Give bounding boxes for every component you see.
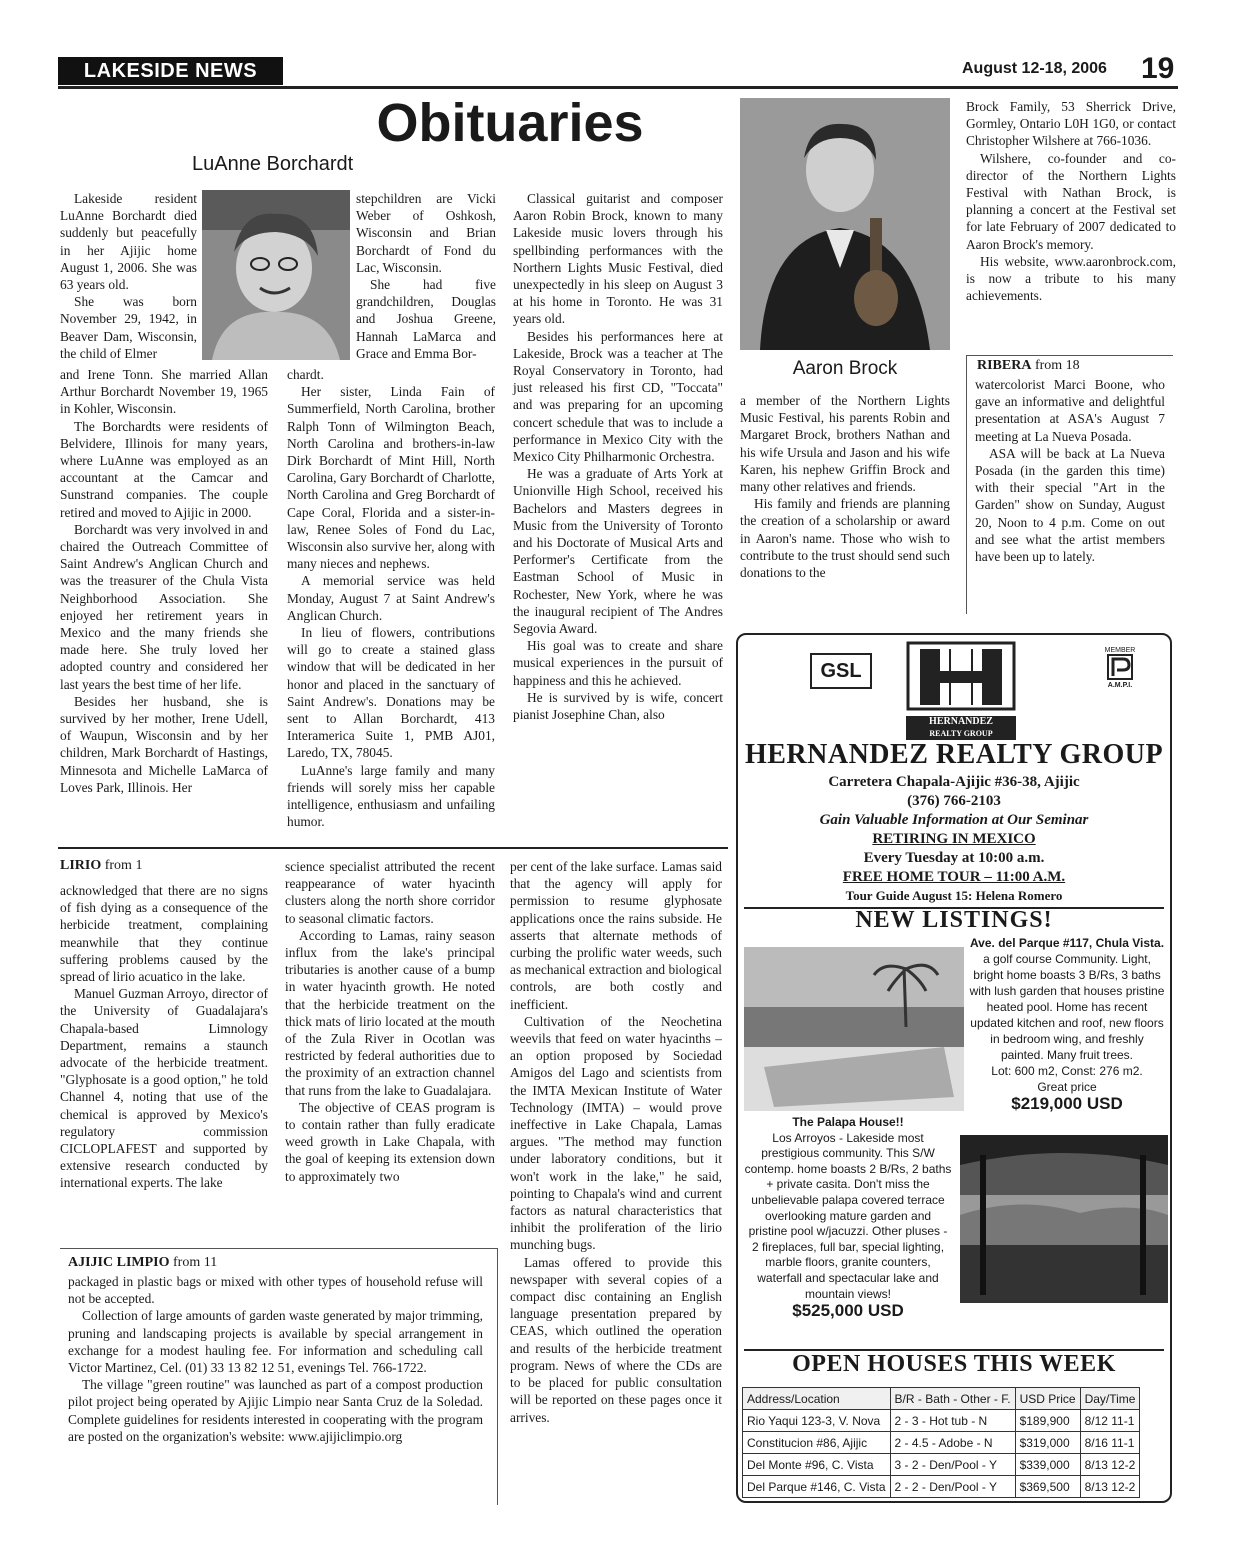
- seminar-schedule: Every Tuesday at 10:00 a.m.: [863, 850, 1045, 866]
- ajijic-limpio-body: [60, 1273, 491, 1445]
- ampi-logo: [1100, 647, 1140, 689]
- jump-header: [967, 356, 1173, 376]
- listing2-text: [744, 1115, 952, 1320]
- table-cell: 3 - 2 - Den/Pool - Y: [890, 1454, 1015, 1476]
- borchardt-col2-top: [356, 190, 496, 362]
- ampi-member-label: MEMBER: [1104, 647, 1136, 654]
- paragraph: Classical guitarist and composer Aaron Robin Brock, known to many Lakeside music lovers through his spellbinding performances with the Northern Lights Music Festival, died unexpectedly in his sleep on August 3 at his home in Toronto. He was 31 years old.: [513, 191, 723, 327]
- listing1-photo: [744, 947, 964, 1111]
- open-houses-table-wrap: [742, 1387, 1140, 1498]
- table-cell: $319,000: [1015, 1432, 1080, 1454]
- table-cell: 2 - 4.5 - Adobe - N: [890, 1432, 1015, 1454]
- section-divider: [58, 847, 728, 849]
- listing2-price: $525,000 USD: [792, 1301, 904, 1321]
- paragraph: Cultivation of the Neochetina weevils that feed on water hyacinths – an option proposed by Sociedad Amigos del Lago and scientists from the IMTA Mexican Institute of Water Technology (IMTA) – would prove ineffective in Lake Chapala, Lamas argues. "The method may function under laboratory conditions, but it won't work in the lake," he said, pointing to Chapala's wind and current factors as natural characteristics that inhibit the proliferation of the lirio munching bugs.: [510, 1013, 722, 1253]
- lirio-col1: [60, 882, 268, 1192]
- company-phone: (376) 766-2103: [907, 793, 1001, 809]
- borchardt-col1-bottom: [60, 366, 268, 796]
- paragraph: Besides her husband, she is survived by her mother, Irene Udell, of Waupun, Wisconsin and by her children, Mark Borchardt of Hastings, Minnesota and Michelle LaMarca of Loves Park, Illinois. Her: [60, 693, 268, 795]
- paragraph: watercolorist Marci Boone, who gave an informative and delightful presentation at ASA's August 7 meeting at La Nueva Posada.: [975, 377, 1165, 444]
- paragraph: ASA will be back at La Nueva Posada (in the garden this time) with their special "Art in the Garden" show on Sunday, August 20, Noon to 4 p.m. Come on out and see what the artist members have been up to lately.: [975, 445, 1165, 565]
- lirio-col3: [510, 858, 722, 1426]
- paragraph: The village "green routine" was launched as part of a compost production pilot project being operated by Ajijic Limpio near Santa Cruz de la Soledad. Complete guidelines for residents interested in cooperating with the program are posted on the organization's website: www.ajijiclimpio.org: [68, 1377, 483, 1444]
- building-logo-icon: [906, 641, 1016, 711]
- ampi-emblem-icon: [1107, 654, 1133, 680]
- table-cell: 8/12 11-1: [1080, 1410, 1140, 1432]
- paragraph: Collection of large amounts of garden waste generated by major trimming, pruning and landscaping projects is available by special arrangement in exchange for a modest hauling fee. For information and scheduling call Victor Martinez, Cel. (01) 33 13 82 12 51, evenings Tel. 766-1722.: [68, 1308, 483, 1376]
- table-cell: $189,900: [1015, 1410, 1080, 1432]
- gsl-logo: GSL: [810, 653, 872, 689]
- seminar-tagline: Gain Valuable Information at Our Seminar: [819, 812, 1089, 828]
- pool-photo: [744, 947, 964, 1111]
- borchardt-photo: [202, 190, 350, 360]
- table-row: [743, 1454, 1140, 1476]
- palapa-photo: [960, 1135, 1168, 1303]
- paragraph: He is survived by is wife, concert pianist Josephine Chan, also: [513, 689, 723, 723]
- jump-from: from 18: [1034, 358, 1080, 373]
- brock-col4: [740, 392, 950, 581]
- obituary-name-borchardt: LuAnne Borchardt: [192, 153, 354, 175]
- table-cell: 8/13 12-2: [1080, 1476, 1140, 1498]
- jump-from: from 11: [173, 1255, 218, 1270]
- section-masthead: LAKESIDE NEWS: [58, 57, 283, 85]
- column-header: Address/Location: [743, 1388, 891, 1410]
- paragraph: She had five grandchildren, Douglas and Joshua Greene, Hannah LaMarca and Grace and Emma Bor-: [356, 277, 496, 361]
- table-cell: $369,500: [1015, 1476, 1080, 1498]
- paragraph: per cent of the lake surface. Lamas said that the agency will apply for permission to resume glyphosate applications once the rains subside. He asserts that alternate methods of curbing the prolific water weeds, such as mechanical extraction and biological controls, are both costly and inefficient.: [510, 859, 722, 1012]
- listing2-title: The Palapa House!!: [792, 1115, 904, 1129]
- listing1-text: [968, 935, 1166, 1113]
- ribera-body: [967, 376, 1173, 565]
- listing1-price: $219,000 USD: [1011, 1094, 1123, 1113]
- column-header: B/R - Bath - Other - F.: [890, 1388, 1015, 1410]
- paragraph: a member of the Northern Lights Music Festival, his parents Robin and Margaret Brock, brothers Nathan and his wife Ursula and Jason and his wife Karen, his nephew Griffin Brock and many other relatives and friends.: [740, 393, 950, 495]
- open-houses-heading: OPEN HOUSES THIS WEEK: [792, 1351, 1116, 1377]
- paragraph: LuAnne's large family and many friends will sorely miss her capable intelligence, enthusiasm and unfailing humor.: [287, 762, 495, 830]
- listing1-description: a golf course Community. Light, bright home boasts 3 B/Rs, 3 baths with lush garden that houses pristine heated pool. Home has recent updated kitchen and roof, new floors in bedroom wing, and freshly painted. Many fruit trees.: [969, 952, 1165, 1062]
- hernandez-logo: [906, 641, 1016, 737]
- borchardt-col1-top: [60, 190, 197, 362]
- paragraph: The Borchardts were residents of Belvidere, Illinois for many years, where LuAnne was employed as an accountant at the Camcar and Sunstrand companies. The couple retired and moved to Ajijic in 2000.: [60, 418, 268, 520]
- table-cell: 2 - 3 - Hot tub - N: [890, 1410, 1015, 1432]
- paragraph: stepchildren are Vicki Weber of Oshkosh, Wisconsin and Brian Borchardt of Fond du Lac, Wisconsin.: [356, 191, 496, 275]
- paragraph: The objective of CEAS program is to contain rather than fully eradicate weed growth in Lake Chapala, with the goal of keeping its extension down to approximately two: [285, 1099, 495, 1184]
- logo-caption: [906, 716, 1016, 740]
- paragraph: chardt.: [287, 367, 324, 382]
- paragraph: A memorial service was held Monday, August 7 at Saint Andrew's Anglican Church.: [287, 573, 495, 623]
- table-cell: $339,000: [1015, 1454, 1080, 1476]
- listing1-lot: Lot: 600 m2, Const: 276 m2.: [991, 1064, 1143, 1078]
- paragraph: He was a graduate of Arts York at Unionville High School, received his Bachelors and Masters degrees in Music from the University of Toronto and his Doctorate of Musical Arts and Performer's Certificate from the Eastman School of Music in Rochester, New York, where he was the inaugural recipient of The Andres Segovia Award.: [513, 466, 723, 637]
- brock-col3: [513, 190, 723, 723]
- paragraph: Manuel Guzman Arroyo, director of the University of Guadalajara's Chapala-based Limnology Department, remains a staunch advocate of the herbicide treatment. "Glyphosate is a good option," he told Channel 4, noting that use of the chemical is approved by Mexico's regulatory commission CICLOPLAFEST and supported by extensive research conducted by international experts. The lake: [60, 986, 268, 1191]
- table-header-row: [743, 1388, 1140, 1410]
- table-cell: 8/13 12-2: [1080, 1454, 1140, 1476]
- lirio-jump-header: [60, 858, 142, 874]
- issue-date: August 12-18, 2006: [962, 60, 1107, 77]
- paragraph: Lakeside resident LuAnne Borchardt died suddenly but peacefully in her Ajijic home August 1, 2006. She was 63 years old.: [60, 191, 197, 293]
- ampi-label: A.M.P.I.: [1107, 682, 1133, 689]
- paragraph: His family and friends are planning the creation of a scholarship or award in Aaron's name. Those who wish to contribute to the trust should send such donations to the: [740, 496, 950, 581]
- listing2-description: Los Arroyos - Lakeside most prestigious community. This S/W contemp. home boasts 2 B/Rs, 2 baths + private casita. Don't miss the unbelievable palapa covered terrace overlooking mature garden and pristine pool w/jacuzzi. Other pluses - 2 fireplaces, full bar, special lighting, marble floors, granite counters, waterfall and spectacular lake and mountain views!: [744, 1130, 952, 1301]
- photo-caption: Aaron Brock: [792, 358, 898, 379]
- paragraph: Borchardt was very involved in and chaired the Outreach Committee of Saint Andrew's Anglican Church and was the treasurer of the Chula Vista Neighborhood Association. She enjoyed her retirement years in Mexico and the many friends she made here. She truly loved her adopted country and considered her last years the best time of her life.: [60, 521, 268, 692]
- brock-photo: [740, 98, 950, 350]
- realty-advertisement: [736, 633, 1172, 1503]
- listing1-price-label: Great price: [1037, 1080, 1097, 1094]
- company-address: Carretera Chapala-Ajijic #36-38, Ajijic: [828, 774, 1080, 790]
- seminar-title: RETIRING IN MEXICO: [872, 831, 1036, 847]
- paragraph: Lamas offered to provide this newspaper with several copies of a compact disc containing an English language presentation prepared by CEAS, which outlined the operation and results of the herbicide treatment program. News of where the CDs are to be placed for public consultation will be reported on these pages once it arrives.: [510, 1254, 722, 1425]
- column-header: USD Price: [1015, 1388, 1080, 1410]
- new-listings-heading: NEW LISTINGS!: [855, 907, 1053, 933]
- paragraph: His website, www.aaronbrock.com, is now a tribute to his many achievements.: [966, 253, 1176, 304]
- paragraph: and Irene Tonn. She married Allan Arthur Borchardt November 19, 1965 in Kohler, Wisconsin.: [60, 367, 268, 417]
- column-header: Day/Time: [1080, 1388, 1140, 1410]
- tour-guide: Tour Guide August 15: Helena Romero: [845, 888, 1063, 903]
- paragraph: His goal was to create and share musical experiences in the pursuit of happiness and this he achieved.: [513, 638, 723, 688]
- paragraph: She was born November 29, 1942, in Beaver Dam, Wisconsin, the child of Elmer: [60, 294, 197, 361]
- table-cell: Constitucion #86, Ajijic: [743, 1432, 891, 1454]
- ajijic-limpio-box: [60, 1248, 498, 1505]
- jump-from: from 1: [104, 858, 143, 873]
- table-row: [743, 1476, 1140, 1498]
- table-cell: 8/16 11-1: [1080, 1432, 1140, 1454]
- table-cell: Del Monte #96, C. Vista: [743, 1454, 891, 1476]
- jump-title: AJIJIC LIMPIO: [68, 1255, 170, 1270]
- jump-title: LIRIO: [60, 858, 102, 873]
- paragraph: acknowledged that there are no signs of fish dying as a consequence of the herbicide treatment, complaining meanwhile that they continue suffering problems caused by the spread of lirio acuatico in the lake.: [60, 883, 268, 985]
- page-number: 19: [1141, 52, 1175, 85]
- paragraph: science specialist attributed the recent reappearance of water hyacinth clusters along the north shore corridor to seasonal climatic factors.: [285, 859, 495, 926]
- lirio-col2: [285, 858, 495, 1185]
- paragraph: packaged in plastic bags or mixed with other types of household refuse will not be accepted.: [68, 1274, 483, 1307]
- table-cell: Rio Yaqui 123-3, V. Nova: [743, 1410, 891, 1432]
- logo-caption-line2: REALTY GROUP: [929, 729, 993, 738]
- header-rule: [58, 86, 1178, 89]
- listing1-title: Ave. del Parque #117, Chula Vista.: [969, 936, 1165, 950]
- paragraph: Besides his performances here at Lakeside, Brock was a teacher at The Royal Conservatory in Toronto, had just released his first CD, "Toccata" and was preparing for an upcoming concert schedule that was to include a performance in Mexico City with the Mexico City Philharmonic Orchestra.: [513, 328, 723, 465]
- company-name: HERNANDEZ REALTY GROUP: [744, 739, 1164, 770]
- logo-caption-line1: HERNANDEZ: [929, 716, 993, 727]
- table-row: [743, 1432, 1140, 1454]
- open-houses-table: [742, 1387, 1140, 1498]
- table-row: [743, 1410, 1140, 1432]
- paragraph: Brock Family, 53 Sherrick Drive, Gormley, Ontario L0H 1G0, or contact Christopher Wilshere at 766-1036.: [966, 99, 1176, 149]
- table-cell: Del Parque #146, C. Vista: [743, 1476, 891, 1498]
- table-cell: 2 - 2 - Den/Pool - Y: [890, 1476, 1015, 1498]
- jump-title: RIBERA: [977, 358, 1032, 373]
- paragraph: Wilshere, co-founder and co-director of the Northern Lights Festival with Nathan Brock, is planning a concert at the Festival set for late February of 2007 dedicated to Aaron Brock's memory.: [966, 150, 1176, 252]
- home-tour: FREE HOME TOUR – 11:00 A.M.: [842, 869, 1066, 885]
- listing2-photo: [960, 1135, 1168, 1303]
- brock-col5: [966, 98, 1176, 304]
- page-headline: Obituaries: [376, 93, 644, 153]
- paragraph: In lieu of flowers, contributions will go to create a stained glass window that will be dedicated in her honor and placed in the sanctuary of Saint Andrew's. Donations may be sent to Allan Borchardt, 413 Interamerica Suite 1, PMB AJ01, Laredo, TX, 78045.: [287, 625, 495, 761]
- paragraph: According to Lamas, rainy season influx from the lake's principal tributaries is another cause of a bump in water hyacinth growth. He noted that the herbicide treatment on the thick mats of lirio located at the mouth of the Zula River in Ocotlan was restricted by federal authorities due to the proximity of an extraction channel that runs from the lake to Guadalajara.: [285, 927, 495, 1098]
- paragraph: Her sister, Linda Fain of Summerfield, North Carolina, brother Ralph Tonn of Wilmington Beach, North Carolina and brothers-in-law Dirk Borchardt of Mint Hill, North Carolina, Gary Borchardt of Charlotte, North Carolina and Greg Borchardt of Cape Coral, Florida and a sister-in-law, Renee Soles of Fond du Lac, Wisconsin also survive her, along with many nieces and nephews.: [287, 384, 495, 572]
- jump-header: [60, 1249, 497, 1273]
- ribera-box: [966, 355, 1173, 614]
- borchardt-col2-bottom: [287, 366, 495, 830]
- portrait-image: [202, 190, 350, 360]
- portrait-image: [740, 98, 950, 350]
